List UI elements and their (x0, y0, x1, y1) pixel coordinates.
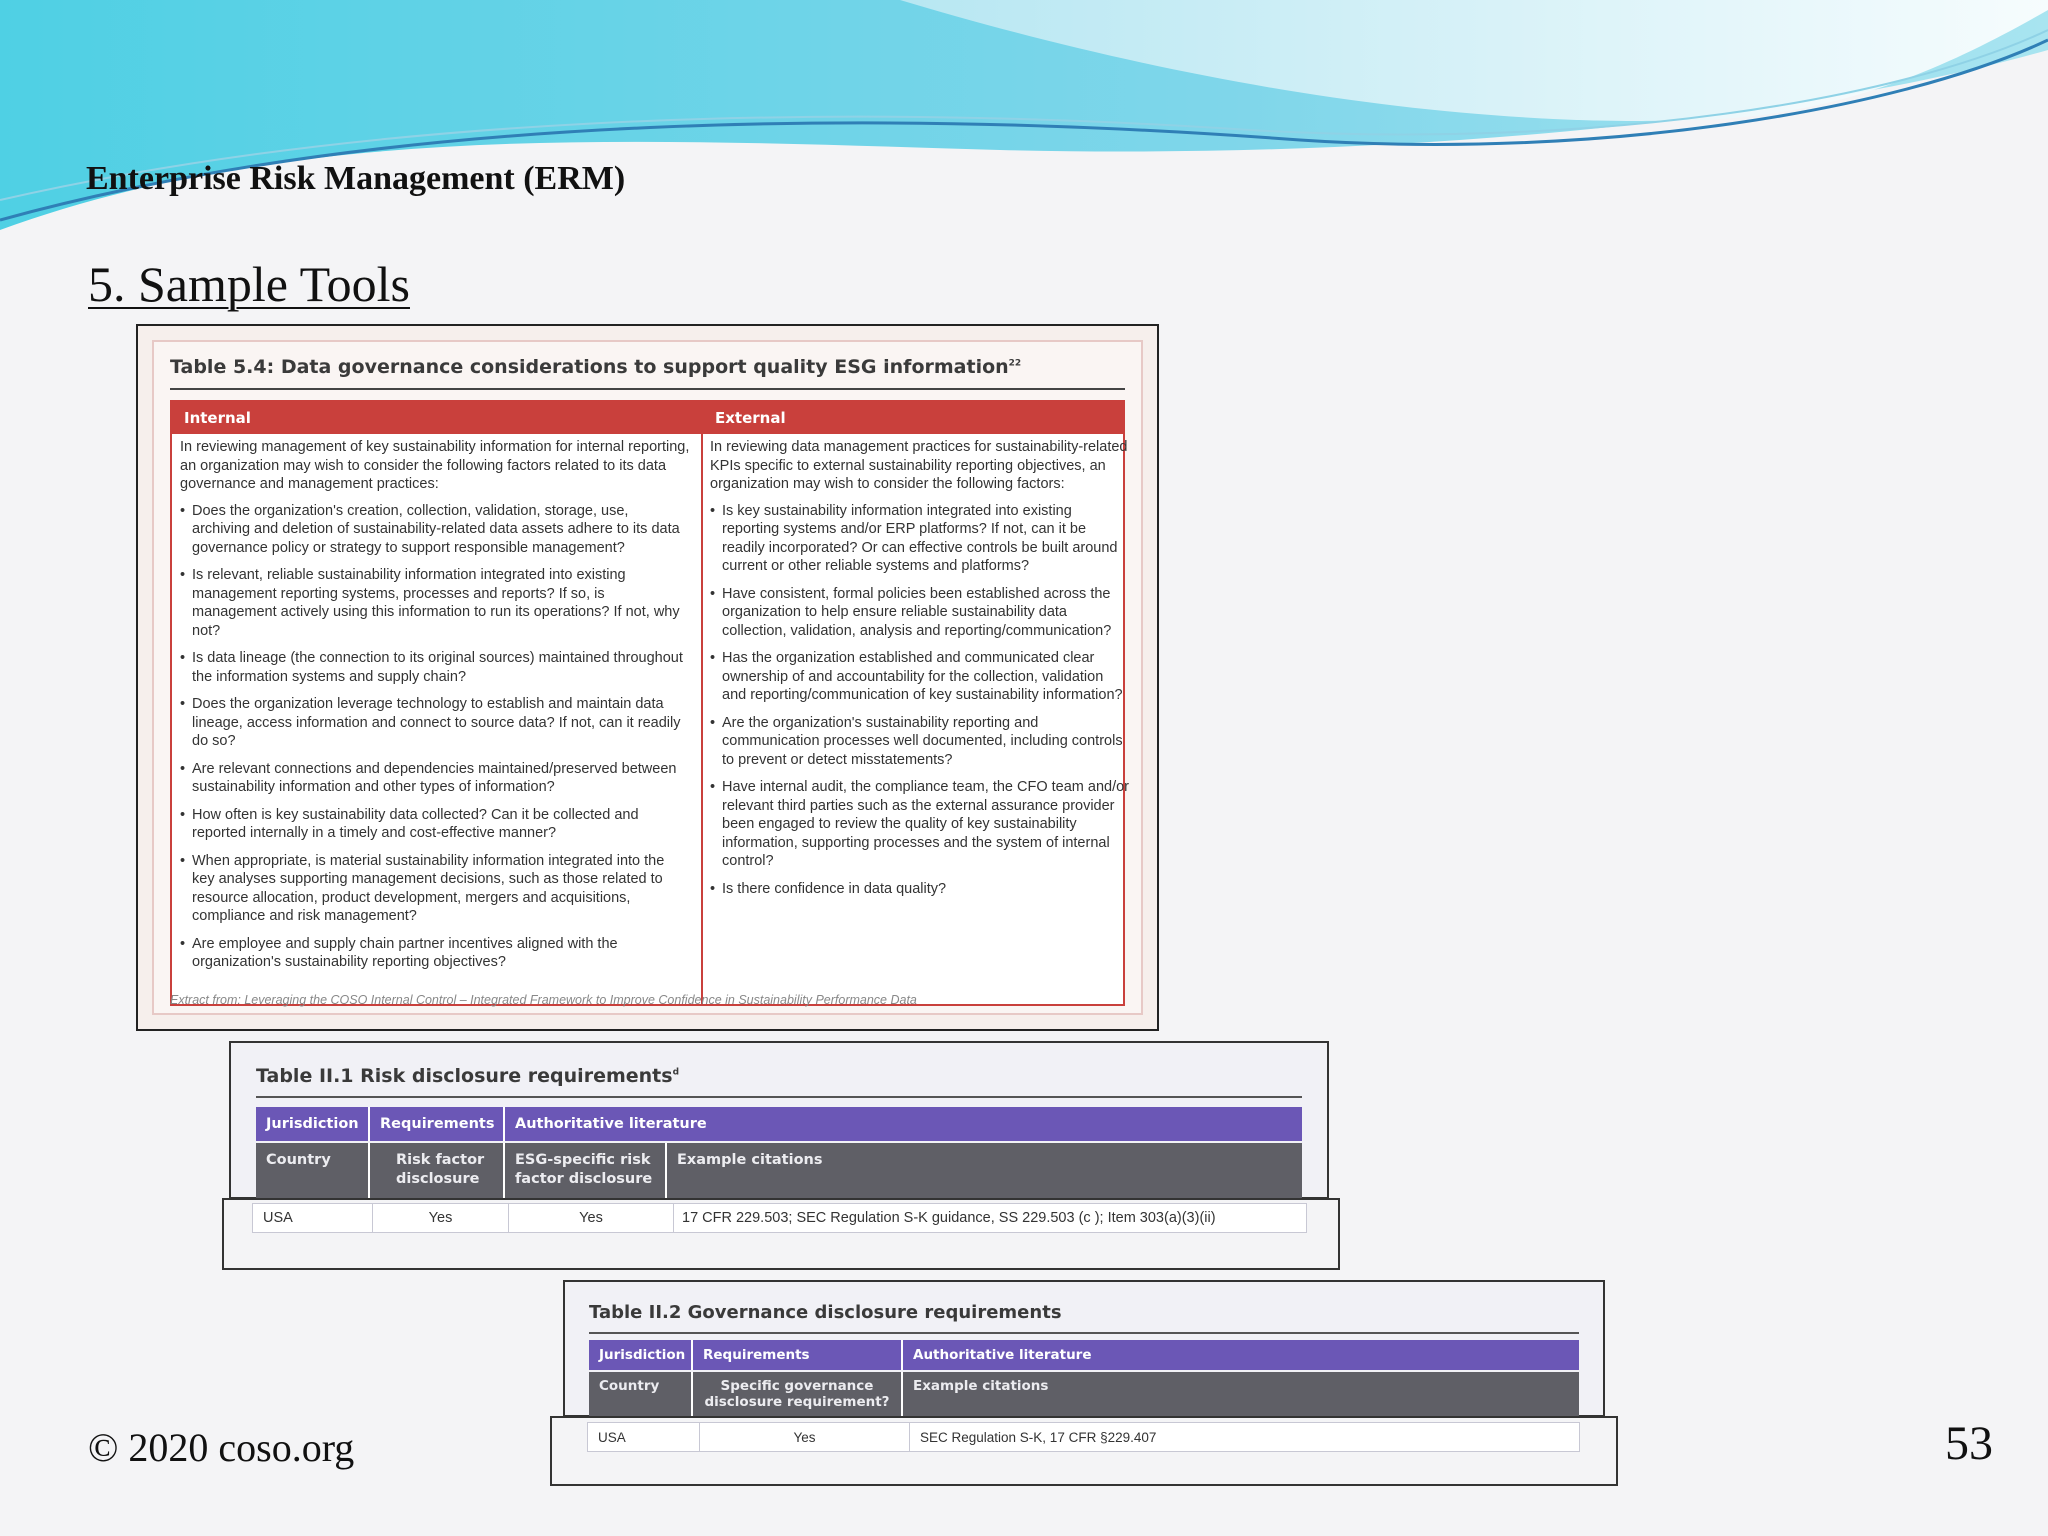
table-ii-2-header-row (589, 1340, 1579, 1370)
table-5-4-rule (170, 388, 1125, 390)
subheader-esg-risk: ESG-specific risk factor disclosure (505, 1143, 667, 1199)
table-5-4-source: Extract from: Leveraging the COSO Internal Control – Integrated Framework to Improve Confidence in Sustainability Performance Data (170, 993, 917, 1007)
slide-title: 5. Sample Tools (88, 256, 410, 312)
subheader-example-citations: Example citations (677, 1152, 823, 1168)
header-wave-decoration (0, 0, 2048, 240)
internal-bullet: • When appropriate, is material sustainability information integrated into the key analyses supporting management decisions, such as those related to resource allocation, product development, mergers and acquisitions, compliance and risk management? (180, 852, 690, 926)
table-ii-1-rule (256, 1096, 1302, 1098)
table-5-4-image (136, 324, 1159, 1031)
table-ii-2-title: Table II.2 Governance disclosure requirements (589, 1302, 1062, 1323)
subheader-example-citations: Example citations (913, 1378, 1049, 1394)
table-ii-1-title (256, 1065, 679, 1087)
table-ii-1-title-text: Table II.1 Risk disclosure requirements (256, 1065, 673, 1087)
header-title: Enterprise Risk Management (ERM) (86, 160, 626, 197)
subheader-country: Country (256, 1143, 370, 1199)
table-ii-1-title-footnote: d (672, 1067, 680, 1078)
table-ii-2-rule (589, 1332, 1579, 1334)
internal-column (180, 438, 690, 981)
cell-example-citations: 17 CFR 229.503; SEC Regulation S-K guidance, SS 229.503 (c ); Item 303(a)(3)(ii) (682, 1210, 1216, 1226)
external-bullet: • Have internal audit, the compliance team, the CFO team and/or relevant third parties such as the external assurance provider been engaged to review the quality of key sustainability information, supporting processes and the system of internal control? (710, 778, 1130, 871)
external-bullet: • Are the organization's sustainability reporting and communication processes well documented, including controls to prevent or detect misstatements? (710, 714, 1130, 770)
cell-country: USA (253, 1204, 373, 1232)
cell-esg-risk: Yes (509, 1204, 674, 1232)
internal-intro: In reviewing management of key sustainability information for internal reporting, an organization may wish to consider the following factors related to its data governance and management practices: (180, 439, 690, 492)
table-ii-2-image (563, 1280, 1605, 1417)
table-ii-1-subheader-row (256, 1143, 1302, 1199)
header-requirements: Requirements (370, 1107, 505, 1141)
internal-bullet: • How often is key sustainability data collected? Can it be collected and reported internally in a timely and cost-effective manner? (180, 806, 690, 843)
table-5-4-panel (152, 340, 1143, 1015)
page-number: 53 (1945, 1417, 1993, 1470)
internal-bullet-list (180, 502, 690, 972)
cell-country: USA (588, 1423, 700, 1451)
internal-bullet: • Does the organization's creation, collection, validation, storage, use, archiving and deletion of sustainability-related data assets adhere to its data governance policy or strategy to support responsible management? (180, 502, 690, 558)
subheader-country: Country (589, 1372, 693, 1417)
internal-bullet: • Is data lineage (the connection to its original sources) maintained throughout the information systems and supply chain? (180, 649, 690, 686)
internal-header: Internal (172, 402, 701, 434)
table-5-4-title-footnote: 22 (1008, 358, 1022, 369)
external-bullet: • Have consistent, formal policies been established across the organization to help ensure reliable sustainability data collection, validation, analysis and reporting/communication? (710, 585, 1130, 641)
table-5-4-grid (170, 400, 1130, 1006)
table-ii-1-highlight-frame (222, 1198, 1340, 1270)
header-jurisdiction: Jurisdiction (256, 1107, 370, 1141)
internal-bullet: • Does the organization leverage technology to establish and maintain data lineage, access information and connect to source data? If not, can it readily do so? (180, 695, 690, 751)
external-bullet-list (710, 502, 1130, 899)
table-ii-1-image (229, 1041, 1329, 1199)
header-authoritative-literature: Authoritative literature (913, 1347, 1092, 1363)
external-bullet: • Is there confidence in data quality? (710, 880, 1130, 899)
header-requirements: Requirements (693, 1340, 903, 1370)
table-5-4-title (170, 356, 1021, 378)
external-bullet: • Has the organization established and communicated clear ownership of and accountability for the collection, validation and reporting/communication of key sustainability information? (710, 649, 1130, 705)
internal-bullet: • Is relevant, reliable sustainability information integrated into existing management reporting systems, processes and reports? If so, is management actively using this information to run its operations? If not, why not? (180, 566, 690, 640)
internal-bullet: • Are relevant connections and dependencies maintained/preserved between sustainability information and other types of information? (180, 760, 690, 797)
cell-example-citations: SEC Regulation S-K, 17 CFR §229.407 (920, 1429, 1157, 1445)
external-header: External (703, 402, 1123, 434)
subheader-risk-factor: Risk factor disclosure (370, 1143, 505, 1199)
external-bullet: • Is key sustainability information integrated into existing reporting systems and/or ERP platforms? If not, can it be readily incorporated? Or can effective controls be built around current or other reliable systems and platforms? (710, 502, 1130, 576)
table-ii-2-highlight-frame (550, 1416, 1618, 1486)
header-jurisdiction: Jurisdiction (589, 1340, 693, 1370)
table-5-4-title-text: Table 5.4: Data governance considerations to support quality ESG information (170, 356, 1009, 378)
external-intro: In reviewing data management practices for sustainability-related KPIs specific to external sustainability reporting objectives, an organization may wish to consider the following factors: (710, 439, 1128, 492)
subheader-governance-requirement: Specific governance disclosure requirement? (693, 1372, 903, 1417)
column-divider (701, 402, 703, 1004)
table-ii-2-subheader-row (589, 1372, 1579, 1417)
external-column (710, 438, 1130, 907)
footer-copyright: © 2020 coso.org (88, 1425, 355, 1470)
header-authoritative-literature: Authoritative literature (515, 1116, 707, 1132)
internal-bullet: • Are employee and supply chain partner incentives aligned with the organization's sustainability reporting objectives? (180, 935, 690, 972)
cell-governance-requirement: Yes (700, 1423, 910, 1451)
cell-risk-factor: Yes (373, 1204, 509, 1232)
table-ii-1-header-row (256, 1107, 1302, 1141)
